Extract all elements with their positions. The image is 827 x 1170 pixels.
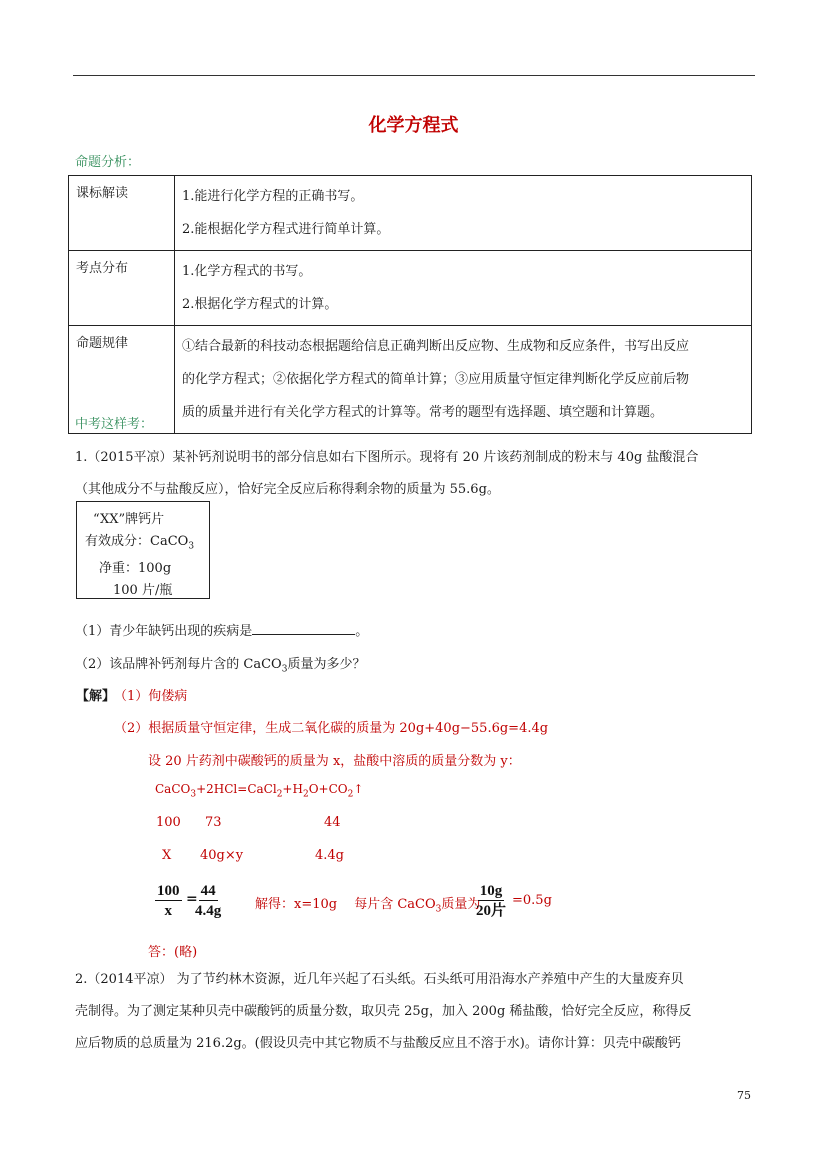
ratio-fraction-right — [195, 882, 221, 921]
question-2-line-2: 壳制得。为了测定某种贝壳中碳酸钙的质量分数，取贝壳 25g，加入 200g 稀盐酸，恰好完全反应，称得反 — [75, 1004, 692, 1019]
answer-blank — [252, 623, 355, 635]
per-tablet-fraction — [476, 882, 506, 921]
row-label: 课标解读 — [69, 176, 175, 251]
result-value: =0.5g — [512, 893, 552, 908]
product-ingredient: 有效成分：CaCO$_3$ — [85, 534, 195, 552]
fraction-denominator: 4.4g — [195, 903, 222, 919]
table-row — [69, 326, 752, 434]
analysis-table — [68, 175, 752, 434]
fraction-denominator: 20片 — [476, 903, 507, 919]
question-1-line-1: 1.（2015平凉）某补钙剂说明书的部分信息如右下图所示。现将有 20 片该药剂制成的粉末与 40g 盐酸混合 — [75, 450, 699, 465]
section-heading-analysis: 命题分析： — [75, 155, 141, 170]
fraction-numerator: 44 — [200, 883, 216, 899]
fraction-numerator: 100 — [157, 883, 180, 899]
equals-sign: = — [186, 891, 198, 907]
question-1-part-1: （1）青少年缺钙出现的疾病是 。 — [75, 624, 369, 639]
content-line: 1.能进行化学方程的正确书写。 — [182, 189, 364, 204]
ratio-fraction-left — [155, 882, 182, 921]
question-2-line-1: 2.（2014平凉） 为了节约林木资源，近几年兴起了石头纸。石头纸可用沿海水产养殖中产生的大量废弃贝 — [75, 972, 684, 987]
fraction-denominator: x — [164, 903, 172, 919]
product-count: 100 片/瓶 — [113, 582, 173, 598]
answer-part-1: （1）佝偻病 — [114, 689, 188, 704]
content-line: 质的质量并进行有关化学方程式的计算等。常考的题型有选择题、填空题和计算题。 — [182, 405, 664, 420]
product-label-box — [76, 501, 210, 599]
question-1-part-2: （2）该品牌补钙剂每片含的 CaCO$_3$质量为多少？ — [75, 657, 366, 675]
final-answer: 答：(略) — [148, 945, 198, 960]
var-x: X — [162, 848, 172, 863]
page-number: 75 — [737, 1089, 751, 1102]
solution-tag: 【解】 — [76, 689, 116, 704]
content-line: 2.能根据化学方程式进行简单计算。 — [182, 222, 390, 237]
table-row — [69, 176, 752, 251]
fraction-numerator: 10g — [479, 883, 503, 899]
product-net-weight: 净重：100g — [99, 560, 172, 576]
question-1-line-2: （其他成分不与盐酸反应），恰好完全反应后称得剩余物的质量为 55.6g。 — [75, 482, 500, 497]
var-co2: 4.4g — [315, 848, 344, 863]
header-rule — [73, 75, 755, 76]
solve-text: 解得：x=10g 每片含 CaCO$_3$质量为 — [255, 897, 481, 915]
row-label: 考点分布 — [69, 251, 175, 326]
content-line: 1.化学方程式的书写。 — [182, 264, 312, 279]
product-brand: “XX”牌钙片 — [93, 512, 165, 527]
content-line: ①结合最新的科技动态根据题给信息正确判断出反应物、生成物和反应条件，书写出反应 — [182, 339, 690, 354]
answer-setup: 设 20 片药剂中碳酸钙的质量为 x，盐酸中溶质的质量分数为 y： — [148, 754, 521, 769]
content-line: 2.根据化学方程式的计算。 — [182, 297, 338, 312]
page-title: 化学方程式 — [368, 115, 459, 136]
section-heading-exam: 中考这样考： — [75, 417, 154, 432]
var-hcl: 40g×y — [200, 848, 244, 863]
molar-mass-73: 73 — [205, 815, 222, 830]
row-content — [175, 176, 752, 251]
table-row — [69, 251, 752, 326]
answer-part-2: （2）根据质量守恒定律，生成二氧化碳的质量为 20g+40g−55.6g=4.4g — [114, 721, 549, 736]
molar-mass-100: 100 — [156, 815, 181, 830]
question-2-line-3: 应后物质的总质量为 216.2g。(假设贝壳中其它物质不与盐酸反应且不溶于水)。请你计算：贝壳中碳酸钙 — [75, 1036, 681, 1051]
row-content — [175, 251, 752, 326]
row-label: 命题规律 — [69, 326, 175, 434]
row-content — [175, 326, 752, 434]
molar-mass-44: 44 — [324, 815, 341, 830]
content-line: 的化学方程式；②依据化学方程式的简单计算；③应用质量守恒定律判断化学反应前后物 — [182, 372, 690, 387]
chemical-equation: $CaCO_3+2HCl=CaCl_2+H_2O+CO_2↑$ — [155, 782, 364, 800]
